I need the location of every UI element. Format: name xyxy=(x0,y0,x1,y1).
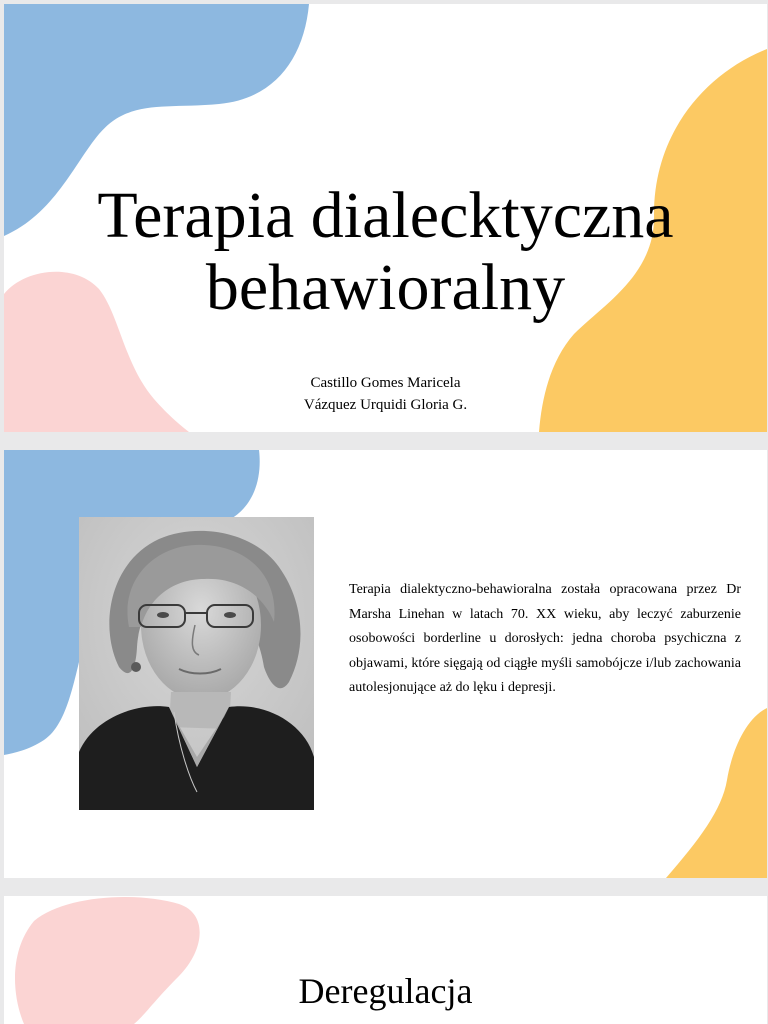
slide-paragraph: Terapia dialektyczno-behawioralna została opracowana przez Dr Marsha Linehan w latach 70. XX wieku, aby leczyć zaburzenie osobowości borderline u dorosłych: jedna choroba psychiczna z objawami, które sięgają od ciągłe myśli samobójcze i/lub zachowania autolesjonujące aż do lęku i depresji. xyxy=(349,582,741,695)
slide-title xyxy=(4,180,767,324)
author-1: Castillo Gomes Maricela xyxy=(310,375,461,391)
portrait-photo xyxy=(79,517,314,810)
slide-title-line-2: behawioralny xyxy=(205,251,566,324)
content-slide xyxy=(4,450,767,878)
author-2: Vázquez Urquidi Gloria G. xyxy=(303,397,468,413)
yellow-blob xyxy=(666,708,767,878)
section-slide xyxy=(4,896,767,1024)
slide-title-line-1: Terapia dialecktyczna xyxy=(97,179,674,252)
title-slide xyxy=(4,4,767,432)
authors xyxy=(4,372,767,416)
slide-title: Deregulacja xyxy=(298,971,473,1011)
